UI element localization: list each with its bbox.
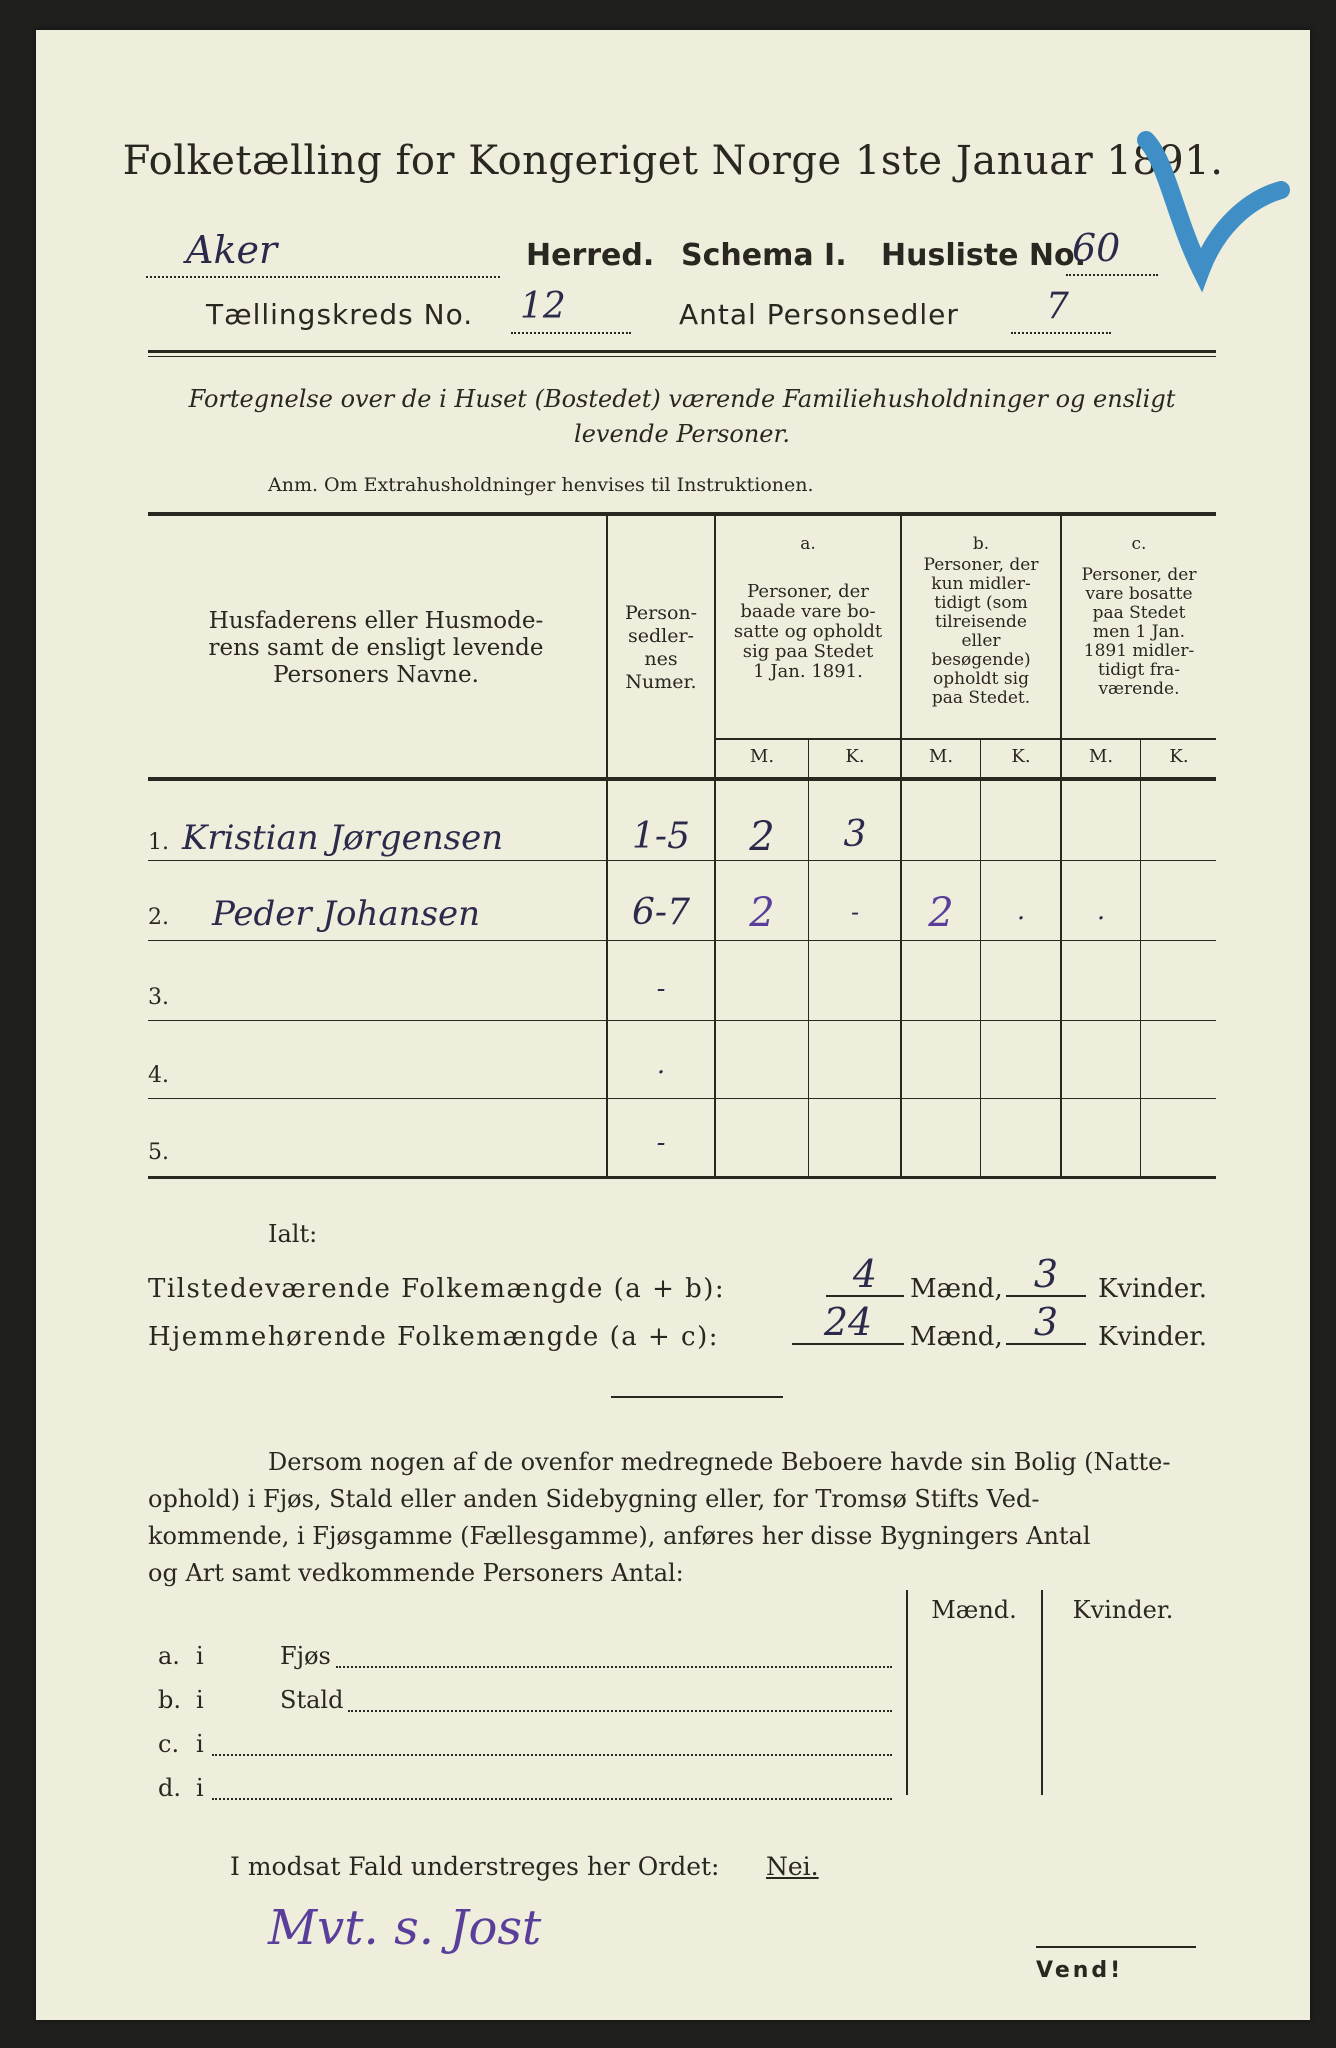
tilst-label: Tilstedeværende Folkemængde (a + b): (148, 1274, 726, 1304)
intro-line-2: levende Personer. (574, 420, 790, 448)
c-m-label: M. (1088, 746, 1114, 767)
header-a-letter: a. (800, 534, 816, 554)
intro-line-1: Fortegnelse over de i Huset (Bostedet) værende Familiehusholdninger og ensligt (188, 385, 1176, 413)
row-a-m: 2 (749, 890, 775, 936)
row-numer: - (656, 1128, 666, 1158)
header-b-line: besøgende) (931, 650, 1031, 670)
header-c-line: tidigt fra- (1097, 660, 1180, 680)
building-i: i (196, 1642, 204, 1670)
antal-label: Antal Personsedler (679, 298, 959, 331)
building-letter: d. (158, 1774, 181, 1802)
c-k-label: K. (1169, 746, 1189, 767)
header-numer-line: nes (644, 648, 678, 670)
building-dotline (348, 1694, 892, 1712)
header-names-line: rens samt de ensligt levende (208, 635, 544, 661)
header-numer (608, 602, 714, 694)
building-i: i (196, 1686, 204, 1714)
table-top-rule (148, 512, 1216, 516)
building-dotline (212, 1782, 892, 1800)
header-b-line: paa Stedet. (931, 688, 1031, 708)
hjem-maend: 24 (823, 1300, 873, 1344)
header-a-line: 1 Jan. 1891. (753, 661, 863, 682)
row-number: 5. (148, 1140, 169, 1165)
tilst-maend: 4 (852, 1252, 878, 1296)
vend-label: Vend! (1036, 1958, 1124, 1983)
a-k-label: K. (845, 746, 865, 767)
building-i: i (196, 1730, 204, 1758)
building-label: Fjøs (280, 1642, 331, 1670)
b-k-label: K. (1011, 746, 1031, 767)
row-rule (148, 1098, 1216, 1099)
header-a-line: Personer, der (747, 581, 869, 602)
building-letter: b. (158, 1686, 181, 1714)
header-b-line: tidigt (som (934, 593, 1028, 613)
anm-note: Anm. Om Extrahusholdninger henvises til Instruktionen. (268, 474, 814, 496)
paragraph-line: ophold) i Fjøs, Stald eller anden Sidebygning eller, for Tromsø Stifts Ved- (148, 1485, 1040, 1513)
row-name: Kristian Jørgensen (182, 818, 504, 858)
header-c-line: paa Stedet (1092, 603, 1186, 623)
header-b (902, 556, 1060, 708)
hjem-label: Hjemmehørende Folkemængde (a + c): (148, 1322, 719, 1352)
header-c-line: 1891 midler- (1083, 641, 1195, 661)
building-dotline (212, 1738, 892, 1756)
header-numer-line: sedler- (628, 625, 694, 647)
census-form-sheet (36, 30, 1310, 2020)
modsat-text: I modsat Fald understreges her Ordet: (230, 1852, 720, 1881)
herred-label: Herred. (526, 238, 655, 273)
row-numer: 6-7 (632, 892, 690, 933)
vend-rule (1036, 1946, 1196, 1948)
header-names-line: Personers Navne. (273, 662, 479, 688)
row-a-k: - (850, 898, 860, 926)
handwritten-note: Mvt. s. Jost (268, 1900, 542, 1956)
header-b-line: tilreisende (934, 612, 1027, 632)
blue-check-mark (1106, 100, 1306, 340)
header-a-line: satte og opholdt (733, 621, 883, 642)
header-names (148, 608, 604, 689)
row-a-k: 3 (843, 814, 867, 855)
header-b-letter: b. (972, 534, 990, 554)
row-rule (148, 940, 1216, 941)
row-numer: . (656, 1050, 666, 1080)
header-c-line: værende. (1098, 679, 1180, 699)
ialt-label: Ialt: (268, 1220, 318, 1248)
header-c-line: vare bosatte (1085, 584, 1193, 604)
header-a-line: sig paa Stedet (742, 641, 874, 662)
paragraph-line: Dersom nogen af de ovenfor medregnede Beboere havde sin Bolig (Natte- (268, 1448, 1171, 1476)
table-header-rule (148, 777, 1216, 781)
header-b-line: opholdt sig (933, 669, 1029, 689)
row-numer: - (656, 974, 666, 1004)
building-paragraph (148, 1444, 1216, 1592)
buildings-kvinder-header: Kvinder. (1072, 1596, 1174, 1624)
hjem-kvinder-word: Kvinder. (1098, 1322, 1208, 1352)
tilst-maend-word: Mænd, (910, 1274, 1003, 1304)
header-c (1062, 566, 1216, 699)
row-rule (148, 860, 1216, 861)
header-b-line: Personer, der (923, 555, 1039, 575)
section-divider (611, 1396, 783, 1398)
building-dotline (336, 1650, 892, 1668)
b-m-label: M. (928, 746, 954, 767)
col-sep-a-mk (808, 738, 809, 1178)
building-letter: c. (158, 1730, 180, 1758)
husliste-value: 60 (1072, 226, 1121, 270)
row-numer: 1-5 (632, 816, 690, 857)
hjem-maend-word: Mænd, (910, 1322, 1003, 1352)
mk-rule (716, 738, 1216, 740)
row-rule (148, 1020, 1216, 1021)
paragraph-line: kommende, i Fjøsgamme (Fællesgamme), anføres her disse Bygningers Antal (148, 1522, 1091, 1550)
building-i: i (196, 1774, 204, 1802)
header-b-line: eller (961, 631, 1001, 651)
header-c-line: men 1 Jan. (1092, 622, 1186, 642)
header-rule (148, 350, 1216, 353)
row-c-m: . (1096, 896, 1106, 926)
header-numer-line: Numer. (625, 671, 697, 693)
col-sep-c-mk (1140, 738, 1141, 1178)
header-a-line: baade vare bo- (740, 601, 876, 622)
antal-value: 7 (1046, 286, 1069, 327)
table-bottom-rule (148, 1176, 1216, 1179)
tilst-kvinder-word: Kvinder. (1098, 1274, 1208, 1304)
header-c-line: Personer, der (1081, 565, 1197, 585)
paragraph-line: og Art samt vedkommende Personers Antal: (148, 1559, 684, 1587)
nei-word: Nei. (766, 1852, 819, 1881)
row-name: Peder Johansen (212, 894, 481, 934)
schema-label: Schema I. (681, 238, 847, 273)
kreds-value: 12 (520, 286, 566, 327)
row-number: 4. (148, 1063, 169, 1088)
hjem-kvinder: 3 (1033, 1300, 1059, 1344)
row-number: 1. (148, 830, 169, 855)
row-b-k: . (1016, 896, 1026, 926)
herred-value: Aker (186, 228, 278, 272)
header-b-line: kun midler- (931, 574, 1031, 594)
tilst-kvinder: 3 (1033, 1252, 1059, 1296)
header-rule-thin (148, 356, 1216, 357)
building-letter: a. (158, 1642, 180, 1670)
a-m-label: M. (749, 746, 775, 767)
row-b-m: 2 (928, 890, 954, 936)
col-sep-b-mk (980, 738, 981, 1178)
row-number: 2. (148, 905, 169, 930)
header-a (716, 582, 900, 682)
header-c-letter: c. (1131, 534, 1147, 554)
row-number: 3. (148, 985, 169, 1010)
buildings-maend-header: Mænd. (931, 1596, 1017, 1624)
building-label: Stald (280, 1686, 344, 1714)
husliste-label: Husliste No. (881, 238, 1086, 273)
header-numer-line: Person- (624, 602, 698, 624)
form-title: Folketælling for Kongeriget Norge 1ste Januar 1891. (122, 138, 1224, 184)
header-names-line: Husfaderens eller Husmode- (208, 608, 544, 634)
kreds-label: Tællingskreds No. (206, 298, 474, 331)
row-a-m: 2 (749, 814, 775, 860)
